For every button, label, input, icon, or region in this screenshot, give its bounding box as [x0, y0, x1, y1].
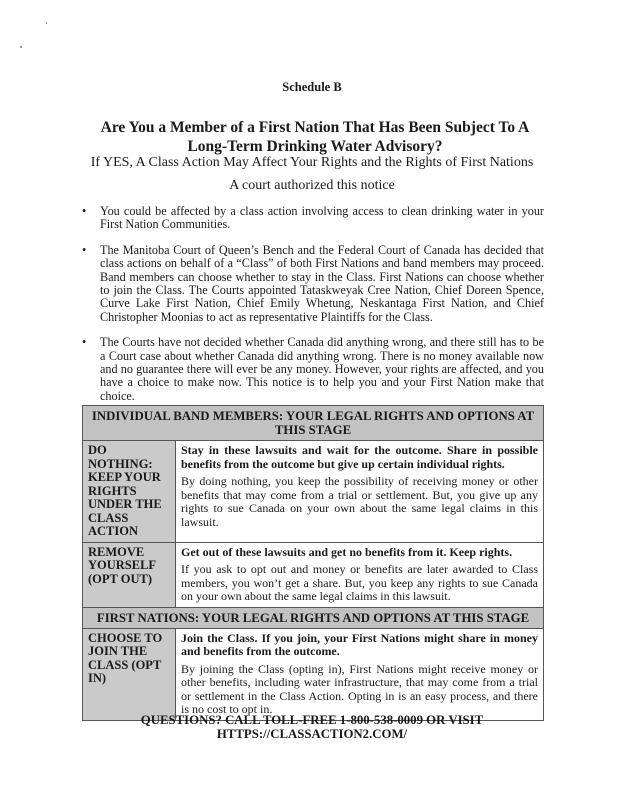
options-table [82, 405, 544, 721]
option-body [176, 542, 544, 607]
schedule-label: Schedule B [282, 80, 342, 94]
bullet-list [82, 205, 544, 415]
list-item [82, 336, 544, 403]
bullet-text: The Courts have not decided whether Canada did anything wrong, and there still has to be a Court case about whether Canada did anything wrong. There is no money available now and no guarantee there will ever be any money. However, your rights are affected, and you have a choice to make now. This notice is to help you and your First Nation make that choice. [100, 335, 544, 403]
option-summary: Stay in these lawsuits and wait for the outcome. Share in possible benefits from the outcome but give up certain individual rights. [181, 443, 538, 471]
option-summary: Get out of these lawsuits and get no benefits from it. Keep rights. [181, 544, 513, 559]
table-header-row [83, 607, 544, 628]
option-summary: Join the Class. If you join, your First Nations might share in money and benefits from the outcome. [181, 630, 538, 658]
table-row [83, 441, 544, 543]
bullet-icon: • [82, 204, 87, 218]
first-nations-header: FIRST NATIONS: YOUR LEGAL RIGHTS AND OPTIONS AT THIS STAGE [83, 607, 544, 628]
option-body [176, 628, 544, 720]
table-header-row [83, 406, 544, 441]
footer-phone: QUESTIONS? CALL TOLL-FREE 1-800-538-0009 OR VISIT [140, 713, 484, 727]
table-row [83, 628, 544, 720]
list-item [82, 205, 544, 232]
option-label: DO NOTHING: KEEP YOUR RIGHTS UNDER THE CLASS ACTION [83, 441, 176, 543]
individual-header: INDIVIDUAL BAND MEMBERS: YOUR LEGAL RIGHTS AND OPTIONS AT THIS STAGE [83, 406, 544, 441]
option-detail: If you ask to opt out and money or benefits are later awarded to Class members, you won’t get a share. But, you keep any rights to sue Canada on your own about the same legal claims in this lawsuit. [181, 562, 538, 603]
scan-speck [20, 46, 22, 48]
option-detail: By doing nothing, you keep the possibility of receiving money or other benefits that may come from a trial or settlement. But, you give up any rights to sue Canada on your own about the same legal claims in this lawsuit. [181, 474, 538, 529]
bullet-text: The Manitoba Court of Queen’s Bench and the Federal Court of Canada has decided that class actions on behalf of a “Class” of both First Nations and band members may proceed. Band members can choose whether to stay in the Class. First Nations can choose whether to join the Class. The Courts appointed Tataskweyak Cree Nation, Chief Doreen Spence, Curve Lake First Nation, Chief Emily Whetung, Neskantaga First Nation, and Chief Christopher Moonias to act as representative Plaintiffs for the Class. [100, 242, 544, 324]
option-detail: By joining the Class (opting in), First Nations might receive money or other benefits, including water infrastructure, that may come from a trial or settlement in the Class Action. Opting in is an easy process, and there is no cost to opt in. [181, 661, 538, 716]
bullet-icon: • [82, 242, 87, 257]
contact-footer [0, 713, 624, 741]
scan-speck [46, 22, 47, 24]
option-label: REMOVE YOURSELF (OPT OUT) [83, 542, 176, 607]
bullet-icon: • [82, 335, 87, 350]
list-item [82, 244, 544, 324]
option-body [176, 441, 544, 543]
table-row [83, 542, 544, 607]
bullet-text: You could be affected by a class action involving access to clean drinking water in your First Nation Communities. [100, 204, 544, 232]
option-label: CHOOSE TO JOIN THE CLASS (OPT IN) [83, 628, 176, 720]
subheading: If YES, A Class Action May Affect Your Rights and the Rights of First Nations [90, 155, 534, 170]
footer-url[interactable]: HTTPS://CLASSACTION2.COM/ [216, 727, 408, 741]
page-title: Are You a Member of a First Nation That Has Been Subject To A Long-Term Drinking Water Advisory? [100, 119, 530, 155]
court-notice: A court authorized this notice [229, 178, 395, 193]
